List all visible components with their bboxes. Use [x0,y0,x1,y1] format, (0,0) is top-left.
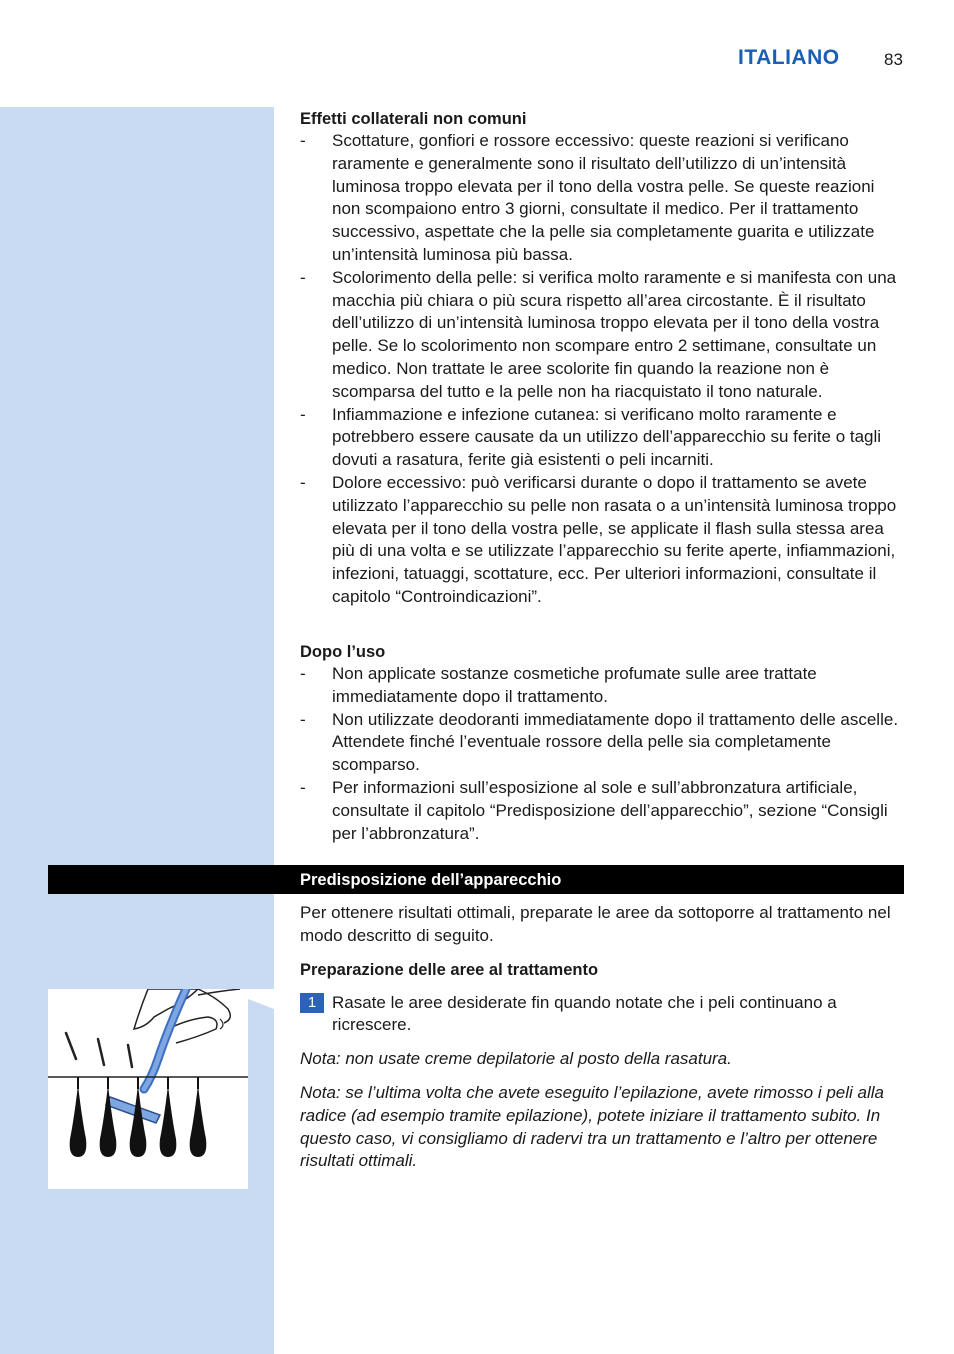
intro-paragraph: Per ottenere risultati ottimali, preparate le aree da sottoporre al trattamento nel modo descritto di seguito. [300,903,891,945]
language-label: ITALIANO [738,46,840,69]
step-text: Rasate le aree desiderate fin quando notate che i peli continuano a ricrescere. [332,992,837,1035]
page-number: 83 [884,50,903,69]
preparation-subheading: Preparazione delle aree al trattamento [300,960,599,979]
after-use-section [300,641,906,845]
razor-shaving-hair-icon [48,989,248,1189]
note-2: Nota: se l’ultima volta che avete eseguito l’epilazione, avete rimosso i peli alla radice (ad esempio tramite epilazione), potete iniziare il trattamento subito. In questo caso, vi consigliamo di radervi tra un trattamento e l’altro per ottenere risultati ottimali. [300,1082,884,1171]
list-item: - Non applicate sostanze cosmetiche profumate sulle aree trattate immediatamente dopo il trattamento. [300,663,906,709]
note-1: Nota: non usate creme depilatorie al posto della rasatura. [300,1049,732,1069]
step-number-badge: 1 [300,993,324,1013]
after-use-heading: Dopo l’uso [300,643,386,661]
list-item: - Scolorimento della pelle: si verifica molto raramente e si manifesta con una macchia più chiara o più scura rispetto all’area circostante. È il risultato dell’utilizzo di un’intensità luminosa troppo elevata per il tono della vostra pelle. Se lo scolorimento non scompare entro 2 settimane, consultate un medico. Non trattate le aree scolorite fin quando la reazione non è scomparsa del tutto e la pelle non ha riacquistato il tono naturale. [300,267,906,404]
side-effects-list [300,130,906,609]
preparation-section [300,902,906,1173]
section-title: Predisposizione dell’apparecchio [300,871,562,889]
step-1 [300,992,906,1038]
callout-pointer [248,989,274,1015]
side-effects-heading: Effetti collaterali non comuni [300,110,527,128]
list-item: - Per informazioni sull’esposizione al sole e sull’abbronzatura artificiale, consultate il capitolo “Predisposizione dell’apparecchio”, sezione “Consigli per l’abbronzatura”. [300,777,906,845]
list-item: - Scottature, gonfiori e rossore eccessivo: queste reazioni si verificano raramente e generalmente sono il risultato dell’utilizzo di un’intensità luminosa troppo elevata per il tono della vostra pelle. Se queste reazioni non scompaiono entro 3 giorni, consultate il medico. Per il trattamento successivo, aspettate che la pelle sia completamente guarita e utilizzate un’intensità luminosa più bassa. [300,130,906,267]
list-item: - Infiammazione e infezione cutanea: si verificano molto raramente e potrebbero essere causate da un utilizzo dell’apparecchio su ferite o tagli dovuti a rasatura, ferite già esistenti o peli incarniti. [300,404,906,472]
side-effects-section [300,108,906,609]
list-item: - Non utilizzate deodoranti immediatamente dopo il trattamento delle ascelle. Attendete finché l’eventuale rossore della pelle sia completamente scomparso. [300,709,906,777]
list-item: - Dolore eccessivo: può verificarsi durante o dopo il trattamento se avete utilizzato l’apparecchio su pelle non rasata o a un’intensità luminosa troppo elevata per il tono della vostra pelle, se applicate il flash sulla stessa area più di una volta e se utilizzate l’apparecchio su ferite aperte, infiammazioni, infezioni, tatuaggi, scottature, ecc. Per ulteriori informazioni, consultate il capitolo “Controindicazioni”. [300,472,906,609]
after-use-list [300,663,906,845]
section-title-bar [48,865,904,894]
